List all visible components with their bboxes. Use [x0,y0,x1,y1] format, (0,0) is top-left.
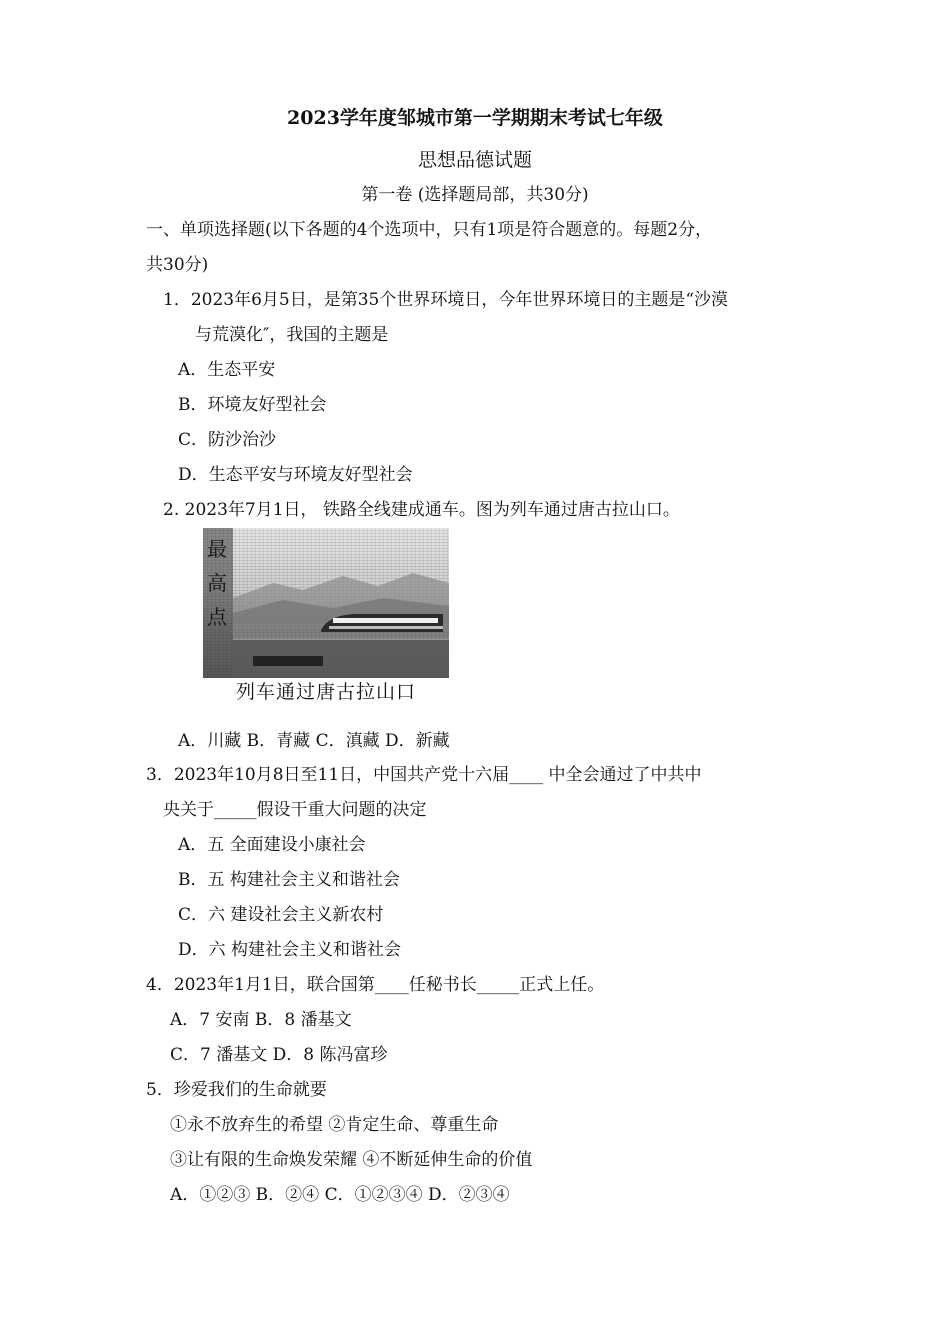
exam-title: 2023学年度邹城市第一学期期末考试七年级 [287,107,663,129]
question-1-option-d: D．生态平安与环境友好型社会 [178,465,413,485]
question-3-option-a: A．五 全面建设小康社会 [178,835,366,855]
question-3-option-d: D．六 构建社会主义和谐社会 [178,940,402,960]
question-1-stem: 与荒漠化″，我国的主题是 [195,325,389,345]
question-3-option-c: C．六 建设社会主义新农村 [178,905,384,925]
question-3-stem: 央关于_____假设干重大问题的决定 [163,800,427,820]
question-5-stem: 5．珍爱我们的生命就要 [146,1080,327,1100]
train-photo [203,528,449,678]
question-5-statements: ①永不放弃生的希望 ②肯定生命、尊重生命 [170,1115,499,1135]
question-2-options: A．川藏 B．青藏 C．滇藏 D．新藏 [178,731,450,751]
instructions-line: 一、单项选择题(以下各题的4个选项中，只有1项是符合题意的。每题2分， [146,220,713,240]
question-5-statements: ③让有限的生命焕发荣耀 ④不断延伸生命的价值 [170,1150,533,1170]
question-4-stem: 4．2023年1月1日，联合国第____任秘书长_____正式上任。 [146,975,605,995]
question-1-option-a: A．生态平安 [178,360,276,380]
instructions-line: 共30分) [146,255,209,275]
section-heading: 第一卷 (选择题局部，共30分) [361,185,589,205]
question-2-stem: 2. 2023年7月1日， 铁路全线建成通车。图为列车通过唐古拉山口。 [163,500,680,520]
train-photo-drawing [203,528,449,678]
question-3-stem: 3．2023年10月8日至11日，中国共产党十六届____ 中全会通过了中共中 [146,765,702,785]
question-1-option-c: C．防沙治沙 [178,430,277,450]
question-5-options: A．①②③ B．②④ C．①②③④ D．②③④ [170,1185,510,1205]
question-3-option-b: B．五 构建社会主义和谐社会 [178,870,400,890]
question-4-options: C．7 潘基文 D．8 陈冯富珍 [170,1045,388,1065]
question-1-stem: 1．2023年6月5日，是第35个世界环境日，今年世界环境日的主题是“沙漠 [163,290,729,310]
exam-subtitle: 思想品德试题 [417,149,532,171]
question-1-option-b: B．环境友好型社会 [178,395,327,415]
question-4-options: A．7 安南 B．8 潘基文 [170,1010,352,1030]
photo-side-text: 最高点 [207,537,227,629]
photo-caption: 列车通过唐古拉山口 [235,681,416,703]
